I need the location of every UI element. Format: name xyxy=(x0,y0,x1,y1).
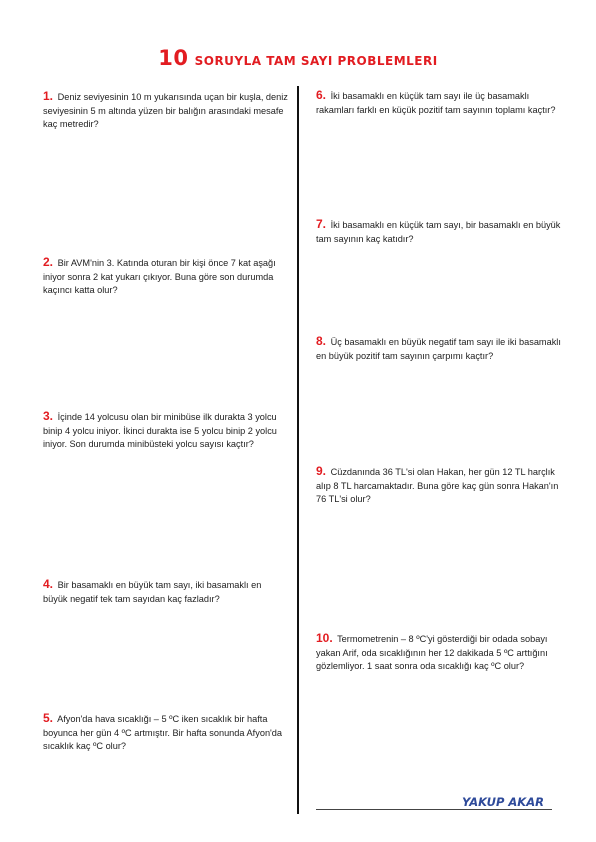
question-text: İçinde 14 yolcusu olan bir minibüse ilk durakta 3 yolcu binip 4 yolcu iniyor. İkinci durakta ise 5 yolcu binip 2 yolcu iniyor. Son durumda minibüsteki yolcu sayısı kaçtır? xyxy=(43,412,277,449)
column-divider xyxy=(297,86,299,814)
question-6 xyxy=(316,89,562,117)
question-4 xyxy=(43,578,288,606)
question-number: 6. xyxy=(316,88,327,102)
page-title xyxy=(0,46,596,70)
question-number: 2. xyxy=(43,255,54,269)
question-number: 4. xyxy=(43,577,54,591)
question-number: 8. xyxy=(316,334,327,348)
question-text: Üç basamaklı en büyük negatif tam sayı ile iki basamaklı en büyük pozitif tam sayının çarpımı kaçtır? xyxy=(316,337,561,361)
question-text: Cüzdanında 36 TL'si olan Hakan, her gün 12 TL harçlık alıp 8 TL harcamaktadır. Buna göre kaç gün sonra Hakan'ın 76 TL'si olur? xyxy=(316,467,559,504)
question-text: Bir AVM'nin 3. Katında oturan bir kişi önce 7 kat aşağı iniyor sonra 2 kat yukarı çıkıyor. Buna göre son durumda kaçıncı katta olur? xyxy=(43,258,276,295)
question-7 xyxy=(316,218,562,246)
question-2 xyxy=(43,256,288,298)
title-number: 10 xyxy=(158,46,189,70)
question-text: Termometrenin – 8 ºC'yi gösterdiği bir odada sobayı yakan Arif, oda sıcaklığının her 12 dakikada 5 ºC arttığını gözlemliyor. 1 saat sonra oda sıcaklığı kaç ºC olur? xyxy=(316,634,548,671)
author-signature: YAKUP AKAR xyxy=(462,795,544,809)
question-1 xyxy=(43,90,288,132)
question-text: İki basamaklı en küçük tam sayı, bir basamaklı en büyük tam sayının kaç katıdır? xyxy=(316,220,561,244)
question-text: İki basamaklı en küçük tam sayı ile üç basamaklı rakamları farklı en küçük pozitif tam sayının toplamı kaçtır? xyxy=(316,91,556,115)
question-number: 1. xyxy=(43,89,54,103)
question-number: 5. xyxy=(43,711,54,725)
question-text: Afyon'da hava sıcaklığı – 5 ºC iken sıcaklık bir hafta boyunca her gün 4 ºC artmıştır. Bir hafta sonunda Afyon'da sıcaklık kaç ºC olur? xyxy=(43,714,283,751)
question-9 xyxy=(316,465,562,507)
signature-line xyxy=(316,809,552,810)
question-8 xyxy=(316,335,562,363)
question-3 xyxy=(43,410,288,452)
question-text: Deniz seviyesinin 10 m yukarısında uçan bir kuşla, deniz seviyesinin 5 m altında yüzen bir balığın arasındaki mesafe kaç metredir? xyxy=(43,92,288,129)
question-5 xyxy=(43,712,288,754)
question-number: 10. xyxy=(316,631,333,645)
question-text: Bir basamaklı en büyük tam sayı, iki basamaklı en büyük negatif tek tam sayıdan kaç fazladır? xyxy=(43,580,262,604)
title-text: SORUYLA TAM SAYI PROBLEMLERI xyxy=(194,54,438,68)
question-10 xyxy=(316,632,562,674)
question-number: 9. xyxy=(316,464,327,478)
question-number: 7. xyxy=(316,217,327,231)
question-number: 3. xyxy=(43,409,54,423)
